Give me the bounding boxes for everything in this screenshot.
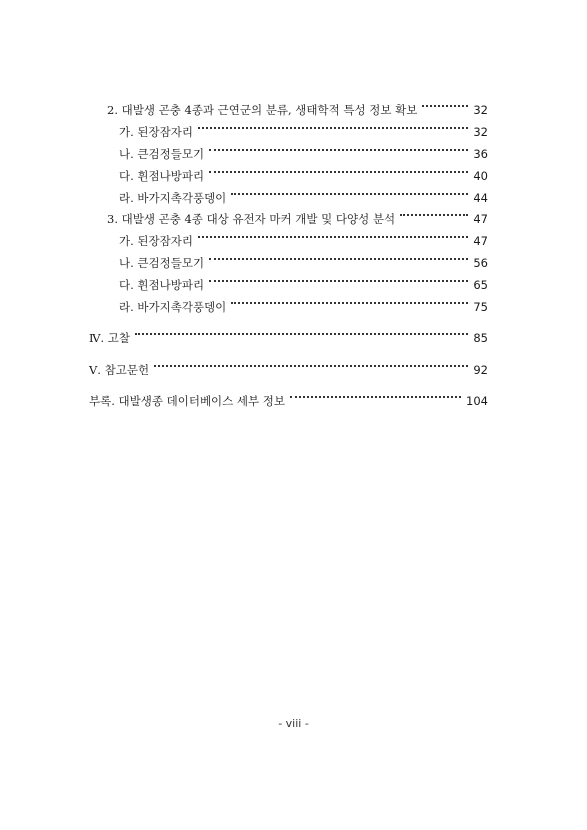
toc-entry-page: 44: [473, 191, 488, 205]
toc-entry-label: 3. 대발생 곤충 4종 대상 유전자 마커 개발 및 다양성 분석: [107, 212, 396, 226]
toc-entry-label: 가. 된장잠자리: [119, 234, 193, 248]
toc-entry-section-2[interactable]: [107, 92, 488, 117]
toc-entry-label: 가. 된장잠자리: [119, 125, 193, 139]
toc-entry-page: 92: [473, 363, 488, 377]
toc-entry-3-da[interactable]: [119, 267, 488, 292]
toc-entry-page: 40: [473, 169, 488, 183]
toc-entry-3-ra[interactable]: [119, 289, 488, 314]
toc-entry-page: 36: [473, 147, 488, 161]
dot-leader: [196, 114, 470, 136]
toc-entry-section-3[interactable]: [107, 201, 488, 226]
dot-leader: [207, 245, 470, 267]
dot-leader: [133, 320, 470, 342]
toc-entry-label: 나. 큰검정들모기: [119, 256, 205, 270]
toc-entry-page: 75: [473, 300, 488, 314]
toc-entry-2-ga[interactable]: [119, 114, 488, 139]
toc-entry-2-da[interactable]: [119, 158, 488, 183]
dot-leader: [229, 180, 470, 202]
dot-leader: [288, 383, 463, 405]
toc-entry-chapter-5[interactable]: [89, 352, 488, 377]
toc-entry-label: 2. 대발생 곤충 4종과 근연군의 분류, 생태학적 특성 정보 확보: [107, 103, 418, 117]
dot-leader: [398, 201, 470, 223]
toc-entry-appendix[interactable]: [89, 383, 488, 408]
toc-entry-label: 라. 바가지촉각풍뎅이: [119, 191, 227, 205]
toc-entry-2-na[interactable]: [119, 136, 488, 161]
dot-leader: [207, 158, 470, 180]
dot-leader: [229, 289, 470, 311]
dot-leader: [420, 92, 470, 114]
toc-entry-label: 라. 바가지촉각풍뎅이: [119, 300, 227, 314]
dot-leader: [152, 352, 470, 374]
toc-entry-page: 47: [473, 212, 488, 226]
toc-entry-label: 부록. 대발생종 데이터베이스 세부 정보: [89, 394, 286, 408]
toc-entry-page: 56: [473, 256, 488, 270]
dot-leader: [196, 223, 470, 245]
toc-entry-page: 47: [473, 234, 488, 248]
dot-leader: [207, 267, 470, 289]
toc-entry-label: 나. 큰검정들모기: [119, 147, 205, 161]
toc-entry-label: Ⅴ. 참고문헌: [89, 363, 150, 377]
toc-entry-label: 다. 휜점나방파리: [119, 278, 205, 292]
toc-entry-page: 32: [473, 125, 488, 139]
toc-entry-3-na[interactable]: [119, 245, 488, 270]
toc-entry-page: 32: [473, 103, 488, 117]
toc-entry-label: Ⅳ. 고찰: [89, 331, 131, 345]
toc-entry-chapter-4[interactable]: [89, 320, 488, 345]
page-number-footer: - viii -: [278, 717, 309, 730]
toc-entry-3-ga[interactable]: [119, 223, 488, 248]
toc-entry-page: 104: [466, 394, 488, 408]
toc-entry-2-ra[interactable]: [119, 180, 488, 205]
dot-leader: [207, 136, 470, 158]
toc-entry-label: 다. 휜점나방파리: [119, 169, 205, 183]
toc-entry-page: 65: [473, 278, 488, 292]
toc-entry-page: 85: [473, 331, 488, 345]
